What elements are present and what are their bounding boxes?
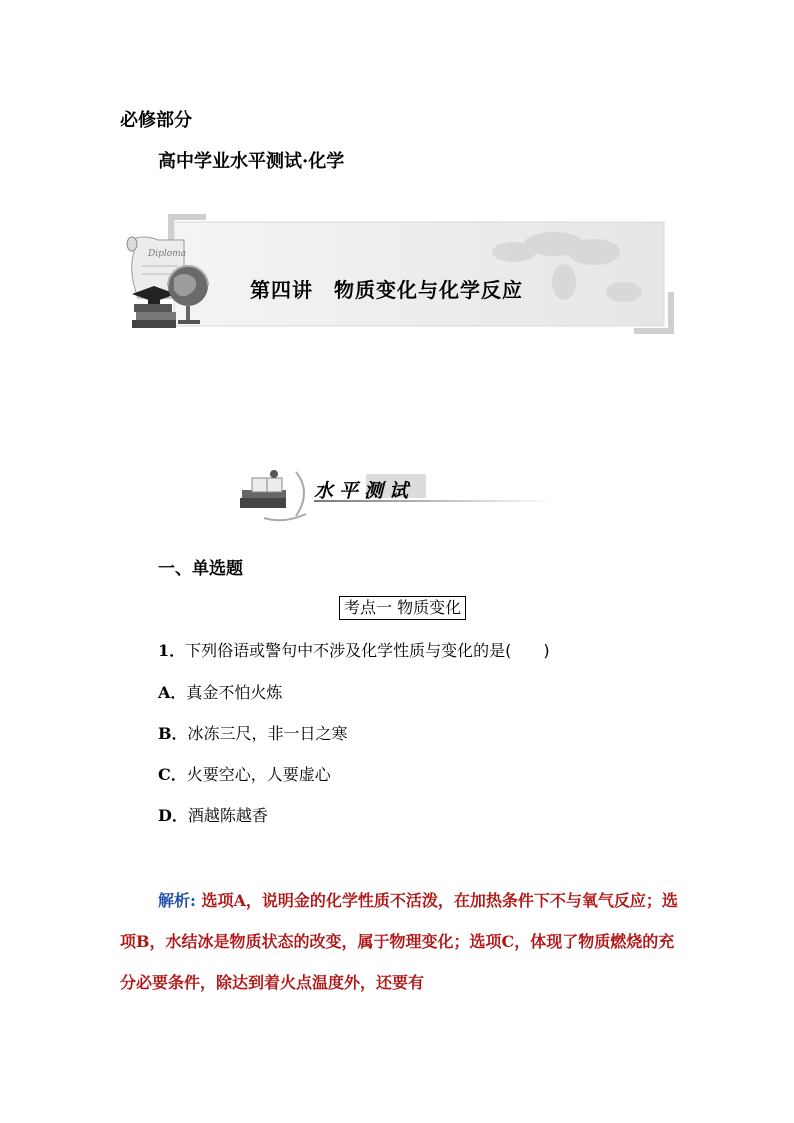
option-letter: C． — [158, 765, 187, 784]
analysis-text: 选项A，说明金的化学性质不活泼，在加热条件下不与氧气反应；选项B，水结冰是物质状态的改变，属于物理变化；选项C，体现了物质燃烧的充分必要条件，除达到着火点温度外，还要有 — [120, 891, 678, 992]
books-icon — [240, 470, 286, 508]
analysis-paragraph — [120, 880, 682, 1003]
document-subtitle: 高中学业水平测试·化学 — [158, 151, 345, 172]
analysis-label: 解析: — [158, 891, 196, 910]
chapter-title: 第四讲 物质变化与化学反应 — [250, 278, 523, 302]
question-text: 下列俗语或警句中不涉及化学性质与变化的是( ) — [185, 641, 550, 660]
option-text: 冰冻三尺，非一日之寒 — [187, 724, 348, 743]
option-text: 火要空心，人要虚心 — [186, 765, 331, 784]
option-letter: A． — [158, 683, 187, 702]
question-stem — [158, 638, 550, 661]
option-text: 酒越陈越香 — [187, 806, 268, 825]
option-c — [158, 762, 331, 785]
option-letter: D． — [158, 806, 188, 825]
option-letter: B． — [158, 724, 188, 743]
part-label: 必修部分 — [120, 110, 192, 131]
practice-badge-text: 水平测试 — [314, 480, 415, 502]
option-text: 真金不怕火炼 — [186, 683, 283, 702]
section-title: 一、单选题 — [158, 559, 243, 579]
question-number: 1． — [158, 641, 186, 660]
diploma-text: Diploma — [148, 249, 187, 259]
topic-box: 考点一 物质变化 — [339, 596, 466, 620]
option-a — [158, 680, 282, 703]
option-b — [158, 721, 348, 744]
option-d — [158, 803, 268, 826]
